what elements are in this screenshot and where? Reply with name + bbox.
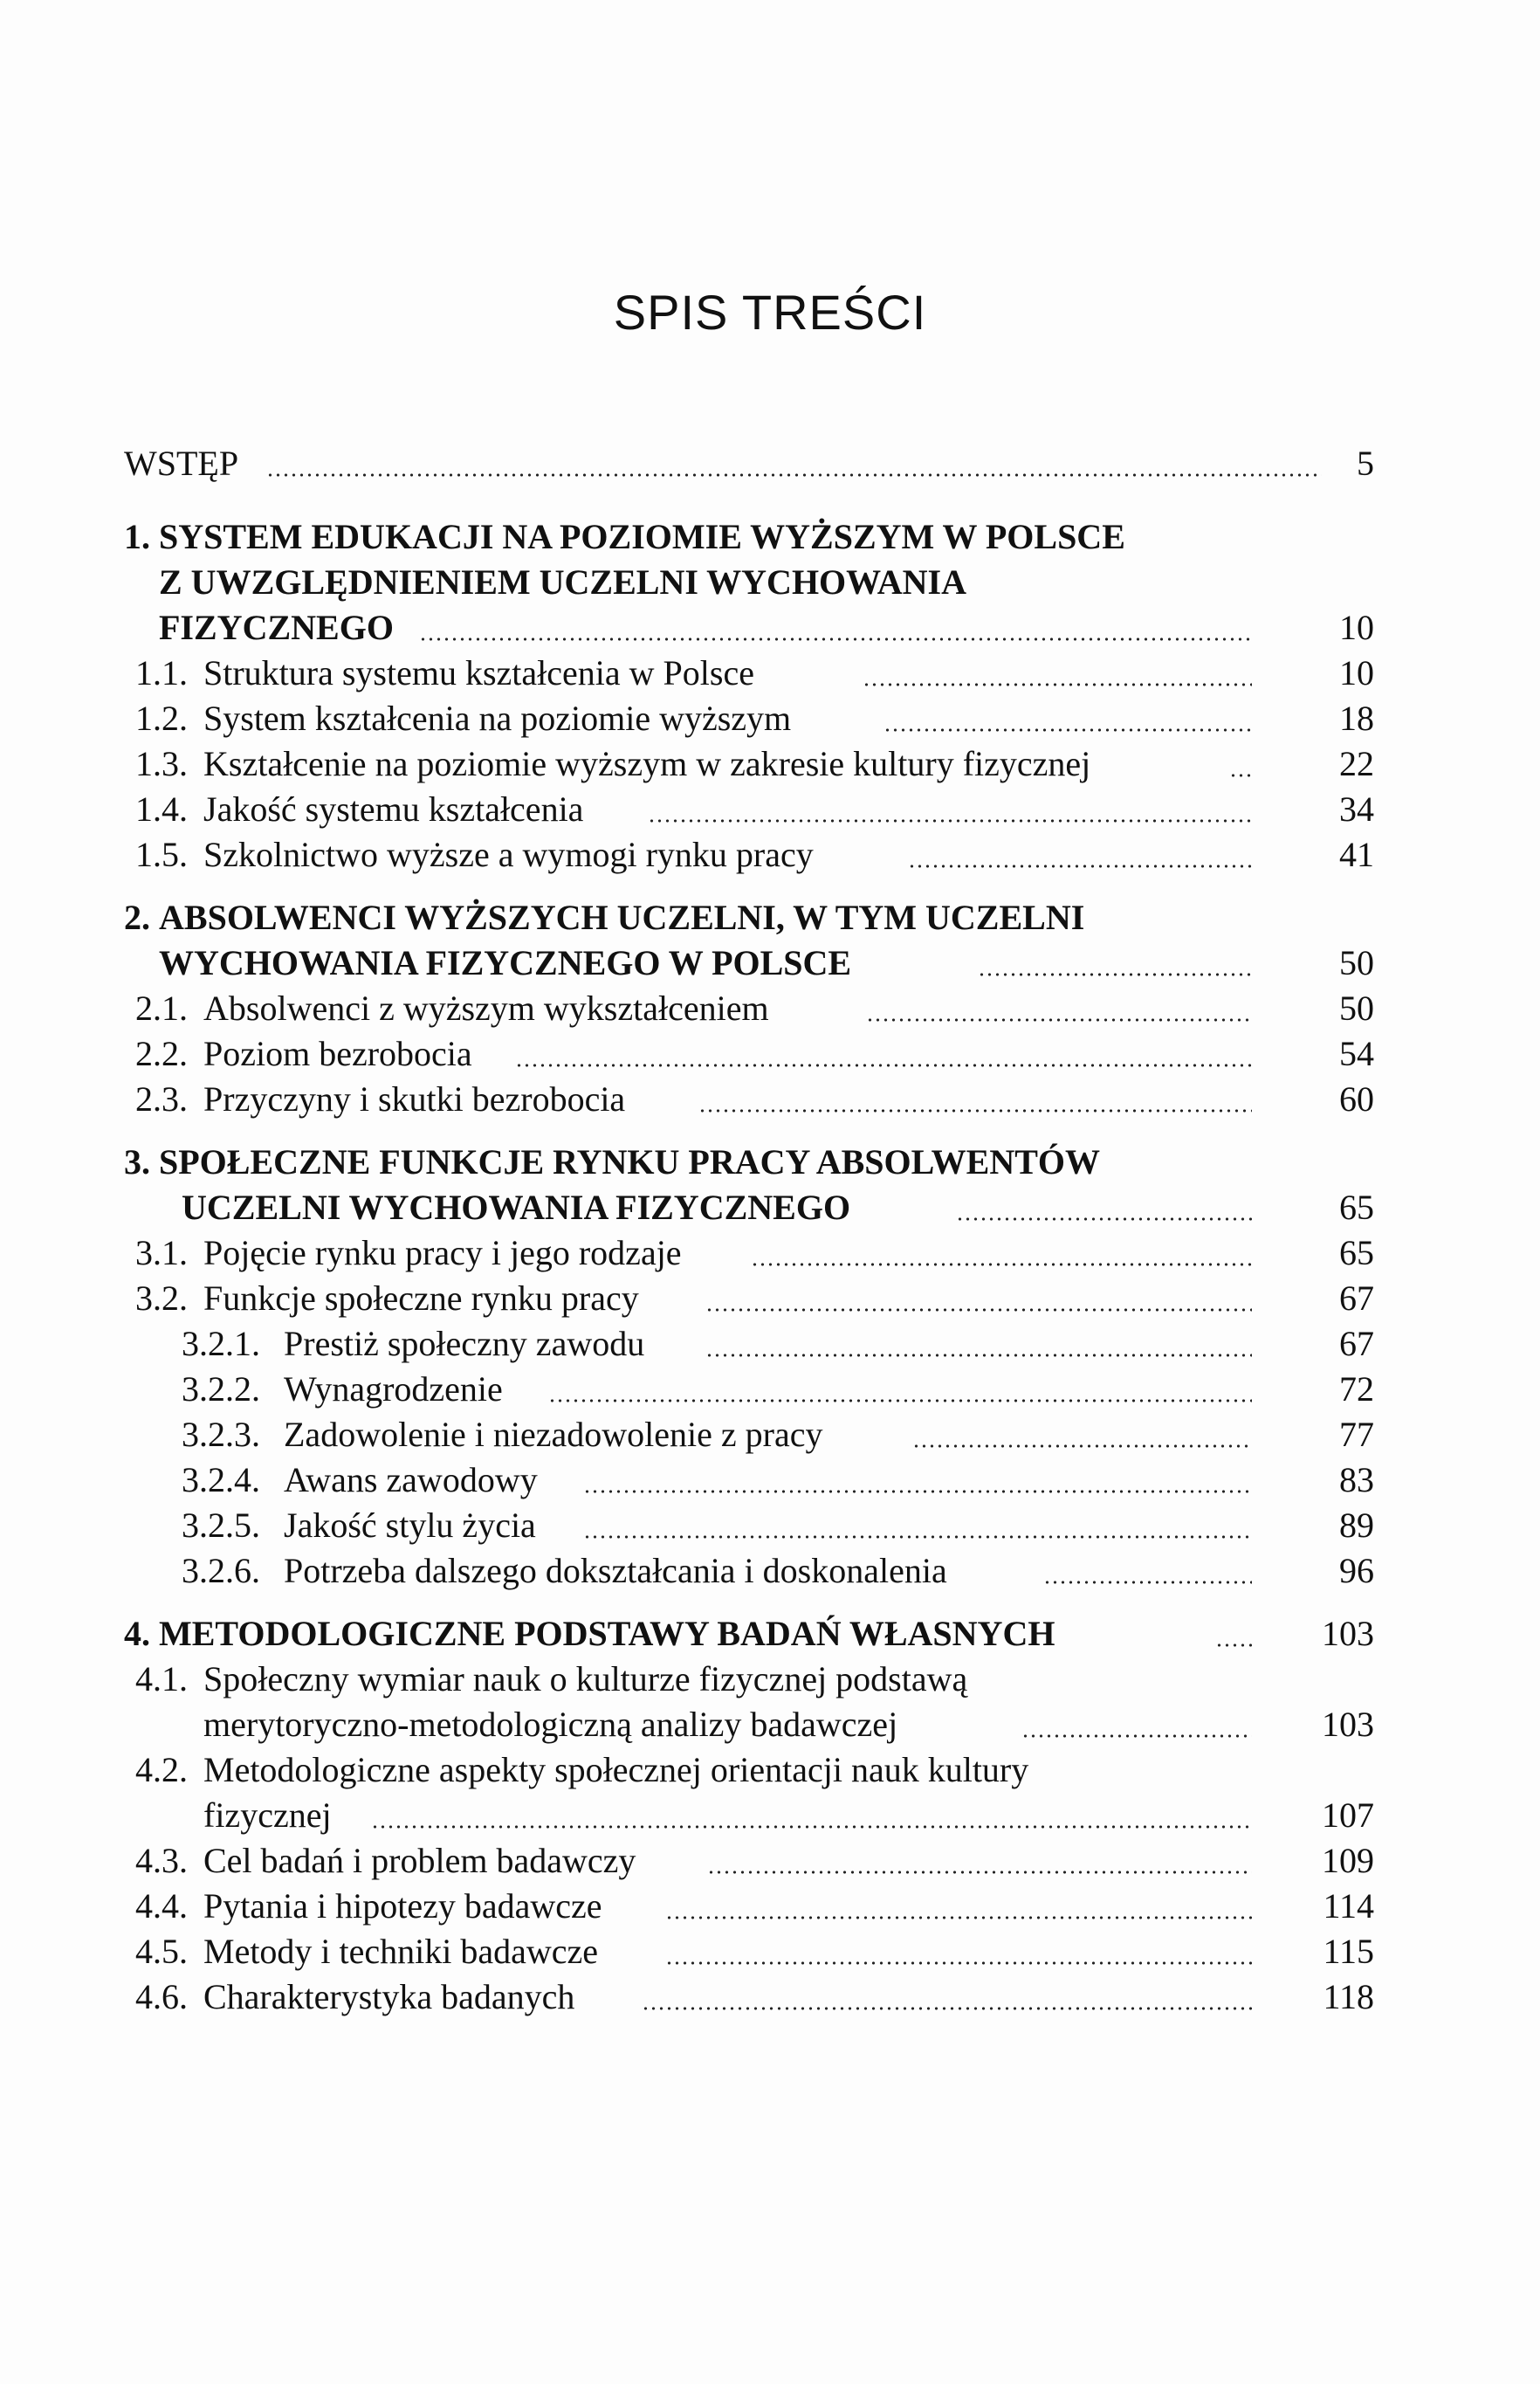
toc-entry [0,1185,1540,1230]
toc-entry-page: 118 [1323,1977,1374,2016]
toc-entry-page: 50 [1339,943,1374,982]
toc-entry [0,1457,1540,1503]
toc-entry [0,941,1540,986]
toc-entry-text: SYSTEM EDUKACJI NA POZIOMIE WYŻSZYM W POLSCE [159,517,1125,556]
toc-entry-number: 3.2.3. [182,1415,260,1454]
toc-entry-number: 4.4. [135,1886,188,1926]
toc-entry-number: 1.4. [135,789,188,829]
toc-entry-number: 1.5. [135,835,188,874]
toc-leader-dots [707,1868,1252,1877]
toc-entry-text: fizycznej [203,1795,332,1835]
toc-leader-dots [751,1260,1252,1269]
toc-entry-page: 96 [1339,1551,1374,1590]
toc-entry-text: Charakterystyka badanych [203,1977,575,2016]
toc-entry [0,1974,1540,2020]
toc-entry-number: 1.3. [135,744,188,783]
toc-entry-text: Z UWZGLĘDNIENIEM UCZELNI WYCHOWANIA [159,562,966,602]
toc-entry [0,1548,1540,1594]
toc-entry [0,1929,1540,1974]
toc-entry-page: 65 [1339,1233,1374,1272]
toc-entry-page: 34 [1339,789,1374,829]
toc-leader-dots [648,816,1252,825]
toc-entry [0,1412,1540,1457]
toc-entry [0,696,1540,741]
toc-entry [0,605,1540,651]
toc-entry [0,1503,1540,1548]
toc-leader-dots [371,1822,1252,1831]
toc-entry-page: 77 [1339,1415,1374,1454]
toc-entry [0,1230,1540,1276]
toc-entry [0,1077,1540,1122]
toc-entry-text: METODOLOGICZNE PODSTAWY BADAŃ WŁASNYCH [159,1614,1055,1653]
toc-entry-page: 109 [1322,1841,1374,1880]
toc-entry-number: 2.3. [135,1079,188,1119]
toc-entry [0,1747,1540,1793]
toc-entry-number: 1. [124,517,150,556]
toc-leader-dots [978,970,1252,979]
toc-leader-dots [863,680,1252,689]
toc-entry-text: FIZYCZNEGO [159,608,394,647]
toc-entry-number: 4.5. [135,1932,188,1971]
toc-entry-text: Pytania i hipotezy badawcze [203,1886,602,1926]
toc-entry-number: 4.1. [135,1659,188,1698]
toc-entry [0,1838,1540,1884]
toc-entry-text: Jakość systemu kształcenia [203,789,584,829]
toc-entry [0,986,1540,1031]
toc-entry-page: 89 [1339,1506,1374,1545]
toc-entry-number: 3.2.2. [182,1369,260,1409]
toc-entry-text: WSTĘP [124,444,239,483]
toc-leader-dots [883,726,1252,734]
toc-entry-number: 3.2.1. [182,1324,260,1363]
toc-entry-text: Awans zawodowy [284,1460,538,1499]
toc-leader-dots [642,2004,1252,2013]
toc-entry [0,1276,1540,1321]
toc-entry-text: Prestiż społeczny zawodu [284,1324,645,1363]
toc-entry-text: Przyczyny i skutki bezrobocia [203,1079,626,1119]
toc-entry-number: 4.6. [135,1977,188,2016]
toc-entry [0,1367,1540,1412]
toc-entry-text: ABSOLWENCI WYŻSZYCH UCZELNI, W TYM UCZELNI [159,898,1085,937]
toc-entry-number: 3.2.5. [182,1506,260,1545]
toc-entry-page: 72 [1339,1369,1374,1409]
toc-leader-dots [583,1533,1252,1541]
toc-entry [0,651,1540,696]
toc-entry-page: 67 [1339,1278,1374,1318]
toc-entry-number: 3. [124,1142,150,1182]
toc-entry [0,1611,1540,1657]
toc-entry [0,1657,1540,1702]
toc-entry-page: 107 [1322,1795,1374,1835]
toc-entry-number: 2.2. [135,1034,188,1073]
toc-entry-text: Jakość stylu życia [284,1506,536,1545]
toc-leader-dots [912,1442,1252,1450]
toc-entry [0,1140,1540,1185]
toc-entry-number: 3.2.6. [182,1551,260,1590]
toc-entry-number: 2.1. [135,989,188,1028]
toc-leader-dots [1229,771,1252,780]
toc-leader-dots [665,1959,1252,1967]
toc-leader-dots [908,862,1252,871]
toc-entry-page: 10 [1339,653,1374,692]
toc-leader-dots [698,1106,1252,1115]
toc-entry-text: Metody i techniki badawcze [203,1932,599,1971]
toc-leader-dots [266,471,1322,479]
toc-entry-text: Kształcenie na poziomie wyższym w zakresie kultury fizycznej [203,744,1091,783]
toc-entry-page: 103 [1322,1705,1374,1744]
toc-entry-page: 114 [1323,1886,1374,1926]
toc-leader-dots [665,1913,1252,1922]
toc-entry-text: Struktura systemu kształcenia w Polsce [203,653,754,692]
toc-entry-text: Zadowolenie i niezadowolenie z pracy [284,1415,823,1454]
toc-entry-text: SPOŁECZNE FUNKCJE RYNKU PRACY ABSOLWENTÓW [159,1142,1101,1182]
toc-entry-page: 10 [1339,608,1374,647]
toc-entry-number: 1.1. [135,653,188,692]
toc-entry-number: 2. [124,898,150,937]
toc-entry-text: Funkcje społeczne rynku pracy [203,1278,639,1318]
toc-leader-dots [419,635,1252,644]
toc-entry [0,1884,1540,1929]
toc-leader-dots [515,1061,1252,1070]
toc-entry-page: 115 [1323,1932,1374,1971]
toc-entry [0,1793,1540,1838]
toc-leader-dots [866,1016,1252,1024]
toc-entry [0,441,1540,486]
toc-entry-text: merytoryczno-metodologiczną analizy badawczej [203,1705,898,1744]
toc-entry-page: 18 [1339,699,1374,738]
toc-entry-text: Poziom bezrobocia [203,1034,472,1073]
toc-entry [0,1031,1540,1077]
toc-leader-dots [1043,1578,1252,1587]
toc-entry [0,1321,1540,1367]
toc-entry-text: Pojęcie rynku pracy i jego rodzaje [203,1233,682,1272]
toc-entry-page: 103 [1322,1614,1374,1653]
toc-entry-number: 4. [124,1614,150,1653]
toc-entry-page: 54 [1339,1034,1374,1073]
toc-leader-dots [705,1351,1252,1360]
toc-entry-number: 3.1. [135,1233,188,1272]
toc-entry-page: 41 [1339,835,1374,874]
toc-entry [0,1702,1540,1747]
toc-entry [0,514,1540,560]
toc-entry-page: 60 [1339,1079,1374,1119]
toc-entry [0,741,1540,787]
toc-leader-dots [1215,1641,1252,1650]
toc-leader-dots [1021,1732,1252,1740]
toc-entry-text: System kształcenia na poziomie wyższym [203,699,792,738]
toc-leader-dots [548,1396,1252,1405]
toc-entry-number: 3.2.4. [182,1460,260,1499]
toc-entry-number: 1.2. [135,699,188,738]
toc-entry [0,895,1540,941]
toc-entry [0,560,1540,605]
toc-entry-text: Metodologiczne aspekty społecznej orientacji nauk kultury [203,1750,1029,1789]
toc-entry-page: 22 [1339,744,1374,783]
toc-leader-dots [583,1487,1252,1496]
toc-entry-number: 4.3. [135,1841,188,1880]
toc-entry-text: UCZELNI WYCHOWANIA FIZYCZNEGO [182,1188,851,1227]
toc-entry-text: Cel badań i problem badawczy [203,1841,636,1880]
toc-entry-text: Potrzeba dalszego dokształcania i doskonalenia [284,1551,947,1590]
toc-entry-text: WYCHOWANIA FIZYCZNEGO W POLSCE [159,943,852,982]
page-title: SPIS TREŚCI [613,285,927,340]
toc-entry-number: 4.2. [135,1750,188,1789]
toc-entry-page: 65 [1339,1188,1374,1227]
toc-entry-text: Wynagrodzenie [284,1369,503,1409]
toc-entry-page: 50 [1339,989,1374,1028]
toc-entry-page: 67 [1339,1324,1374,1363]
toc-entry-text: Absolwenci z wyższym wykształceniem [203,989,769,1028]
toc-entry [0,787,1540,832]
toc-entry [0,832,1540,878]
toc-entry-text: Szkolnictwo wyższe a wymogi rynku pracy [203,835,814,874]
toc-entry-page: 5 [1357,444,1374,483]
toc-entry-text: Społeczny wymiar nauk o kulturze fizycznej podstawą [203,1659,968,1698]
toc-leader-dots [705,1306,1252,1314]
toc-leader-dots [956,1215,1252,1223]
toc-entry-page: 83 [1339,1460,1374,1499]
toc-entry-number: 3.2. [135,1278,188,1318]
